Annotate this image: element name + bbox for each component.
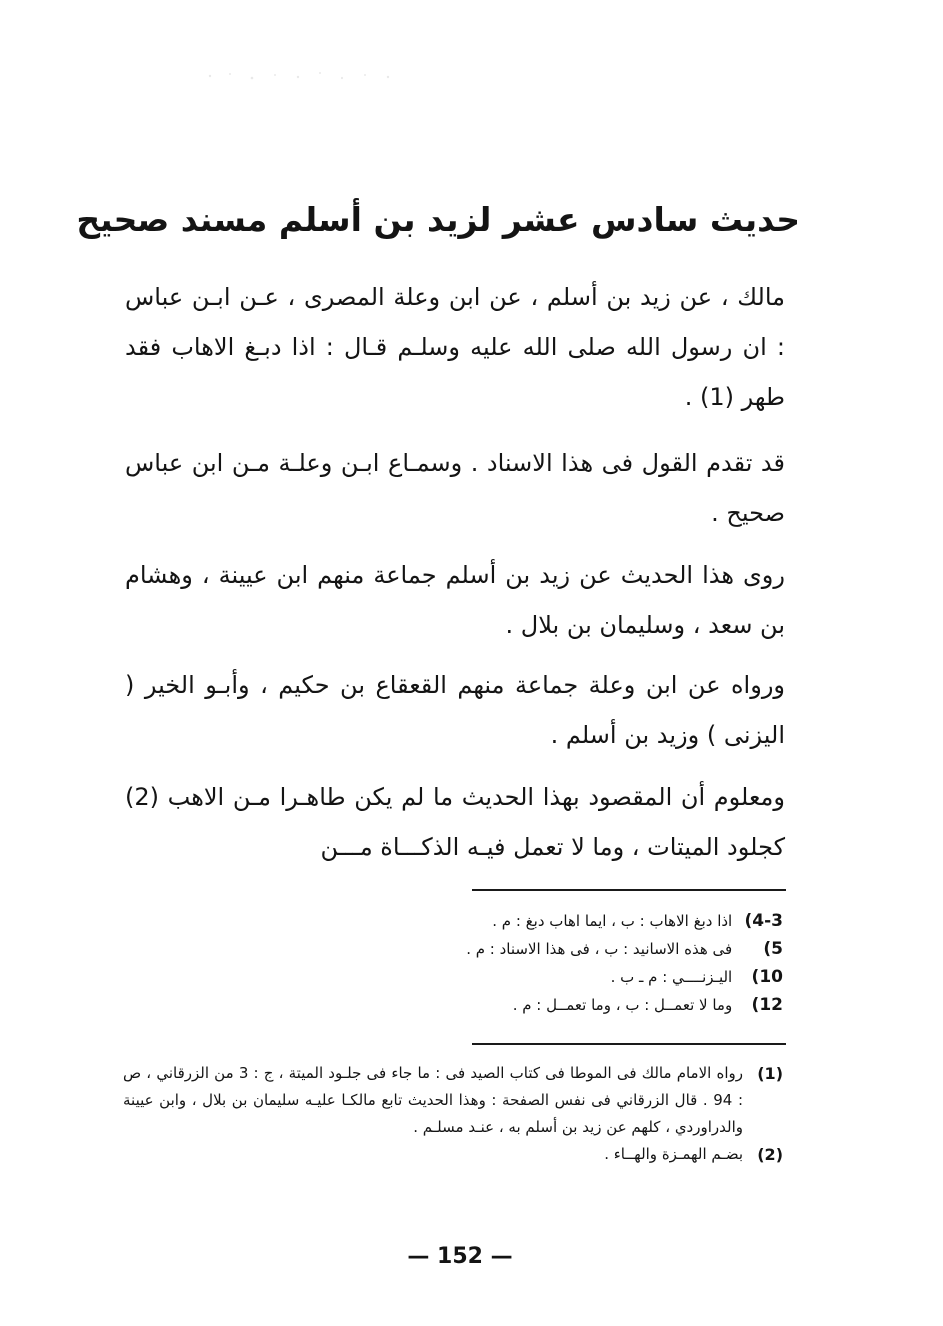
footnote-text: بضـم الهمـزة والهــاء . bbox=[604, 1145, 743, 1163]
paragraph-isnad-comment: قد تقدم القول فى هذا الاسناد . وسمـاع ابـن وعلـة مـن ابن عباس صحيح . bbox=[125, 449, 785, 527]
footnote bbox=[123, 1060, 783, 1141]
variant-text: اليـزنــــي : م ـ ب . bbox=[610, 968, 733, 986]
variants-divider bbox=[472, 889, 786, 891]
variant-row bbox=[283, 907, 783, 935]
paragraph-meaning: ومعلوم أن المقصود بهذا الحديث ما لم يكن طاهـرا مـن الاهب (2) كجلود الميتات ، وما لا تعمل فيـه الذكـــاة مـــن bbox=[125, 783, 785, 861]
variant-line-number: 4-3) bbox=[744, 911, 783, 931]
variant-line-number: 12) bbox=[751, 995, 783, 1015]
manuscript-variants bbox=[283, 907, 783, 1019]
paragraph-hadith-text: مالك ، عن زيد بن أسلم ، عن ابن وعلة المصرى ، عـن ابـن عباس : ان رسول الله صلى الله عليه وسلـم قـال : اذا دبـغ الاهاب فقد طهر (1) . bbox=[125, 283, 785, 411]
variant-row bbox=[283, 935, 783, 963]
variant-text: وما لا تعمــل : ب ، وما تعمــل : م . bbox=[512, 996, 733, 1014]
chapter-title: حديث سادس عشر لزيد بن أسلم مسند صحيح bbox=[76, 200, 800, 239]
scan-smudge bbox=[200, 66, 410, 86]
variant-line-number: 5) bbox=[763, 939, 783, 959]
footnote-number: (2) bbox=[757, 1145, 783, 1164]
variant-text: فى هذه الاسانيد : ب ، فى هذا الاسناد : م . bbox=[466, 940, 733, 958]
page-number: — 152 — bbox=[407, 1244, 513, 1269]
variant-line-number: 10) bbox=[751, 967, 783, 987]
footnote bbox=[123, 1141, 783, 1168]
variant-row bbox=[283, 991, 783, 1019]
variant-text: اذا دبغ الاهاب : ب ، ايما اهاب دبغ : م . bbox=[492, 912, 733, 930]
footnote-text: رواه الامام مالك فى الموطا فى كتاب الصيد فى : ما جاء فى جلـود الميتة ، ج : 3 من الزرقاني ، ص : 94 . قال الزرقاني فى نفس الصفحة : وهذا الحديث تابع مالكـا عليـه سليمان بن بلال ، وابن عيينة والدراوردي ، كلهم عن زيد بن أسلم به ، عنـد مسلـم . bbox=[123, 1064, 743, 1136]
footnotes-divider bbox=[472, 1043, 786, 1045]
footnote-number: (1) bbox=[757, 1064, 783, 1083]
footnotes bbox=[123, 1060, 783, 1168]
variant-row bbox=[283, 963, 783, 991]
paragraph-narrators-zayd: روى هذا الحديث عن زيد بن أسلم جماعة منهم ابن عيينة ، وهشام بن سعد ، وسليمان بن بلال . bbox=[125, 561, 785, 639]
paragraph-narrators-ibn-wala: ورواه عن ابن وعلة جماعة منهم القعقاع بن حكيم ، وأبـو الخير ( اليزنى ) وزيد بن أسلم . bbox=[125, 671, 785, 749]
